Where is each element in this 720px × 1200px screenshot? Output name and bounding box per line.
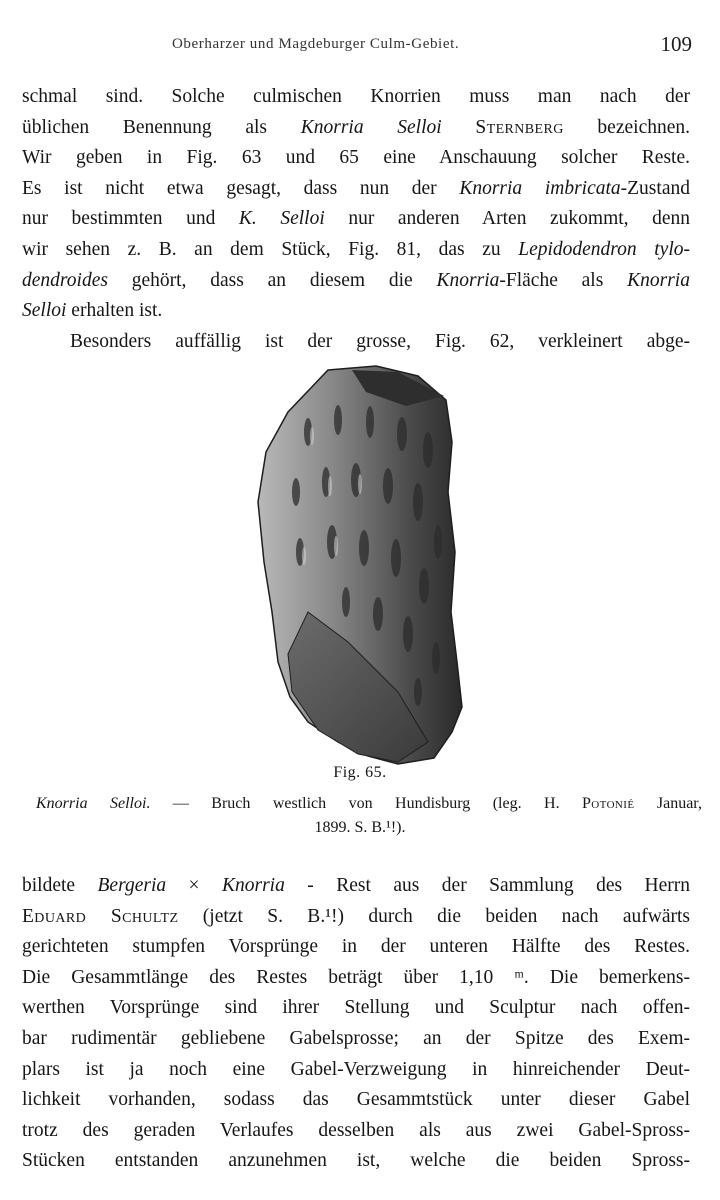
species-name: Bergeria	[97, 875, 167, 896]
author-name: Sternberg	[475, 116, 564, 138]
text-line: üblichen Benennung als Knorria Selloi Sternberg bezeichnen.	[22, 116, 691, 138]
fossil-figure	[248, 362, 478, 767]
species-name: Knorria	[627, 269, 690, 291]
text-line: nur bestimmten und K. Selloi nur anderen Arten zukommt, denn	[22, 208, 691, 230]
caption-line: Knorria Selloi. — Bruch westlich von Hundisburg (leg. H. Potonié Januar,	[36, 795, 702, 812]
text-line: trotz des geraden Verlaufes desselben als aus zwei Gabel-Spross-	[22, 1119, 690, 1141]
species-name: Knorria	[222, 875, 285, 896]
text-line: werthen Vorsprünge sind ihrer Stellung und Sculptur nach offen-	[22, 997, 690, 1019]
caption-species: Knorria Selloi.	[36, 795, 151, 812]
collector-name: Eduard Schultz	[22, 905, 179, 927]
text-line: Selloi erhalten ist.	[22, 300, 163, 322]
fossil-illustration	[248, 362, 478, 767]
text-line: bar rudimentär gebliebene Gabelsprosse; an der Spitze des Exem-	[22, 1027, 690, 1049]
figure-caption	[0, 792, 720, 840]
text-line: Wir geben in Fig. 63 und 65 eine Anschauung solcher Reste.	[22, 147, 690, 169]
text-line: wir sehen z. B. an dem Stück, Fig. 81, das zu Lepidodendron tylo-	[22, 238, 690, 260]
species-name: Lepidodendron tylo-	[518, 238, 690, 260]
page-number: 109	[660, 32, 692, 56]
text-line: lichkeit vorhanden, sodass das Gesammtstück unter dieser Gabel	[22, 1089, 690, 1111]
text-line: bildete Bergeria × Knorria - Rest aus der Sammlung des Herrn	[22, 875, 690, 896]
species-name: dendroides	[22, 269, 108, 291]
text-line: schmal sind. Solche culmischen Knorrien muss man nach der	[22, 86, 690, 107]
species-name: Selloi	[22, 300, 67, 322]
text-line: dendroides gehört, dass an diesem die Knorria-Fläche als Knorria	[22, 269, 690, 291]
paragraph-1	[22, 82, 690, 357]
collector-name: Potonié	[582, 795, 635, 812]
species-name: Knorria Selloi	[300, 116, 442, 138]
figure-label: Fig. 65.	[333, 764, 387, 781]
page-header	[22, 32, 692, 62]
text-line: gerichteten stumpfen Vorsprünge in der unteren Hälfte des Restes.	[22, 936, 690, 958]
paragraph-2	[22, 871, 690, 1177]
caption-line: 1899. S. B.¹!).	[314, 819, 406, 836]
text-line: Die Gesammtlänge des Restes beträgt über 1,10 ᵐ. Die bemerkens-	[22, 966, 690, 988]
running-title: Oberharzer und Magdeburger Culm-Gebiet.	[172, 36, 460, 52]
text-line: Es ist nicht etwa gesagt, dass nun der Knorria imbricata-Zustand	[22, 177, 690, 199]
text-line: Stücken entstanden anzunehmen ist, welche die beiden Spross-	[22, 1150, 690, 1172]
text-line: Besonders auffällig ist der grosse, Fig. 62, verkleinert abge-	[70, 330, 690, 352]
species-name: Knorria imbricata	[459, 177, 621, 199]
species-name: Knorria	[436, 269, 500, 291]
species-name: K. Selloi	[238, 208, 325, 230]
text-line: Eduard Schultz (jetzt S. B.¹!) durch die beiden nach aufwärts	[22, 905, 690, 927]
text-line: plars ist ja noch eine Gabel-Verzweigung in hinreichender Deut-	[22, 1058, 690, 1080]
